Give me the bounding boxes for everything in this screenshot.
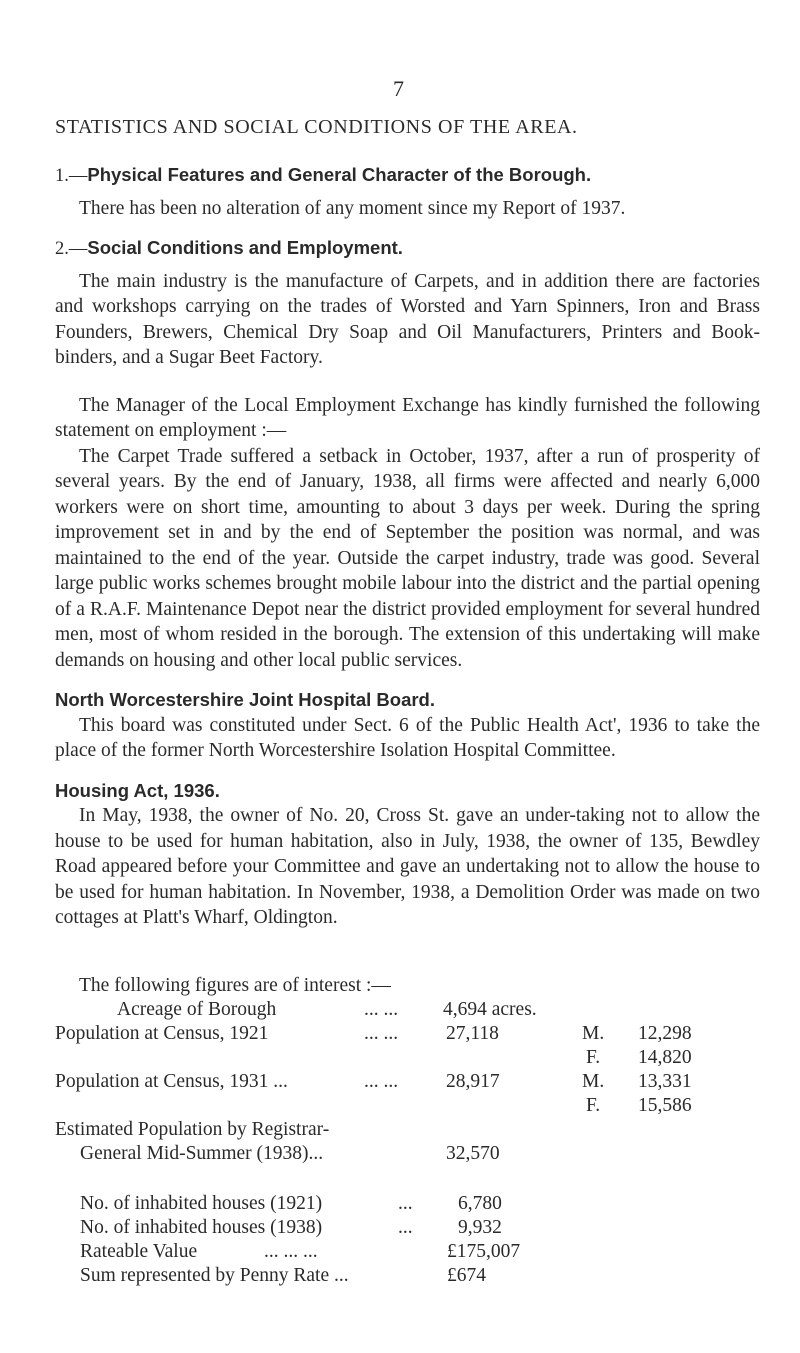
page-number: 7 (393, 76, 404, 101)
stats-row-pop-1921 (55, 1022, 775, 1046)
stats-intro: The following figures are of interest :— (79, 975, 391, 996)
stats-row-houses-1921 (55, 1192, 775, 1216)
houses-1938-dots: ... (398, 1217, 413, 1238)
section-1-heading (55, 162, 760, 190)
statistics-table (55, 974, 775, 1288)
section-3-heading: North Worcestershire Joint Hospital Board. (55, 689, 435, 710)
section-4-text: In May, 1938, the owner of No. 20, Cross St. gave an under-taking not to allow the house to be used for human habitation, also in July, 1938, the owner of 135, Bewdley Road appeared before your Committee and gave an undertaking not to allow the house to be used for human habitation. In November, 1938, a Demolition Order was made on two cottages at Platt's Wharf, Oldington. (55, 805, 760, 928)
stats-row-pop-1921-f (55, 1046, 775, 1070)
pop-1921-f-label: F. (586, 1047, 601, 1068)
stats-row-pop-1931-f (55, 1094, 775, 1118)
pop-1931-f-label: F. (586, 1095, 601, 1116)
estimated-value: 32,570 (446, 1143, 500, 1164)
section-1-text: There has been no alteration of any moment since my Report of 1937. (79, 197, 626, 219)
page-title: STATISTICS AND SOCIAL CONDITIONS OF THE AREA. (55, 116, 578, 138)
pop-1921-label: Population at Census, 1921 (55, 1023, 269, 1044)
pop-1921-f-value: 14,820 (638, 1047, 692, 1068)
pop-1921-dots: ... ... (364, 1023, 399, 1044)
section-2-number: 2.— (55, 239, 88, 259)
pop-1921-m-value: 12,298 (638, 1023, 692, 1044)
houses-1921-value: 6,780 (458, 1193, 502, 1214)
pop-1931-f-value: 15,586 (638, 1095, 692, 1116)
stats-row-penny-rate (55, 1264, 775, 1288)
houses-1921-label: No. of inhabited houses (1921) (80, 1193, 323, 1214)
stats-row-rateable (55, 1240, 775, 1264)
stats-spacer (55, 1166, 775, 1192)
acreage-label: Acreage of Borough (117, 999, 277, 1020)
penny-rate-label: Sum represented by Penny Rate ... (80, 1265, 349, 1286)
rateable-value: £175,007 (447, 1241, 521, 1262)
estimated-label-line-1: Estimated Population by Registrar- (55, 1119, 330, 1140)
houses-1921-dots: ... (398, 1193, 413, 1214)
pop-1921-total: 27,118 (446, 1023, 499, 1044)
stats-row-pop-1931 (55, 1070, 775, 1094)
rateable-dots: ... ... ... (264, 1241, 318, 1262)
pop-1931-total: 28,917 (446, 1071, 500, 1092)
stats-row-acreage (55, 998, 775, 1022)
houses-1938-value: 9,932 (458, 1217, 502, 1238)
section-2-paragraph-2: The Manager of the Local Employment Exchange has kindly furnished the following statement on employment :— (55, 394, 760, 441)
pop-1931-label: Population at Census, 1931 ... (55, 1071, 288, 1092)
section-1-title: Physical Features and General Character of the Borough. (87, 164, 592, 185)
pop-1931-dots: ... ... (364, 1071, 399, 1092)
stats-intro-row (55, 974, 775, 998)
stats-row-estimated-2 (55, 1142, 775, 1166)
section-1-number: 1.— (55, 166, 88, 186)
section-2-heading (55, 235, 760, 263)
section-4-heading: Housing Act, 1936. (55, 779, 220, 801)
section-3-text: This board was constituted under Sect. 6 of the Public Health Act', 1936 to take the place of the former North Worcestershire Isolation Hospital Committee. (55, 714, 760, 761)
stats-row-estimated-1 (55, 1118, 775, 1142)
document-body (55, 162, 760, 931)
section-2-paragraph-1: The main industry is the manufacture of Carpets, and in addition there are factories and workshops carrying on the trades of Worsted and Yarn Spinners, Iron and Brass Founders, Brewers, Chemical Dry Soap and Oil Manufacturers, Printers and Book-binders, and a Sugar Beet Factory. (55, 270, 760, 368)
penny-rate-value: £674 (447, 1265, 486, 1286)
acreage-dots: ... ... (364, 999, 399, 1020)
section-2-title: Social Conditions and Employment. (87, 237, 403, 258)
estimated-label-line-2: General Mid-Summer (1938)... (80, 1143, 324, 1164)
acreage-value: 4,694 acres. (443, 999, 537, 1020)
section-2-paragraph-3: The Carpet Trade suffered a setback in October, 1937, after a run of prosperity of several years. By the end of January, 1938, all firms were affected and nearly 6,000 workers were on short time, amounting to about 3 days per week. During the spring improvement set in and by the end of September the position was normal, and was maintained to the end of the year. Outside the carpet industry, trade was good. Several large public works schemes brought mobile labour into the district and the partial opening of a R.A.F. Maintenance Depot near the district provided employment for several hundred men, most of whom resided in the borough. The extension of this undertaking will make demands on housing and other local public services. (55, 445, 760, 671)
houses-1938-label: No. of inhabited houses (1938) (80, 1217, 323, 1238)
rateable-label: Rateable Value (80, 1241, 198, 1262)
stats-row-houses-1938 (55, 1216, 775, 1240)
pop-1921-m-label: M. (582, 1023, 605, 1044)
pop-1931-m-value: 13,331 (638, 1071, 692, 1092)
pop-1931-m-label: M. (582, 1071, 605, 1092)
